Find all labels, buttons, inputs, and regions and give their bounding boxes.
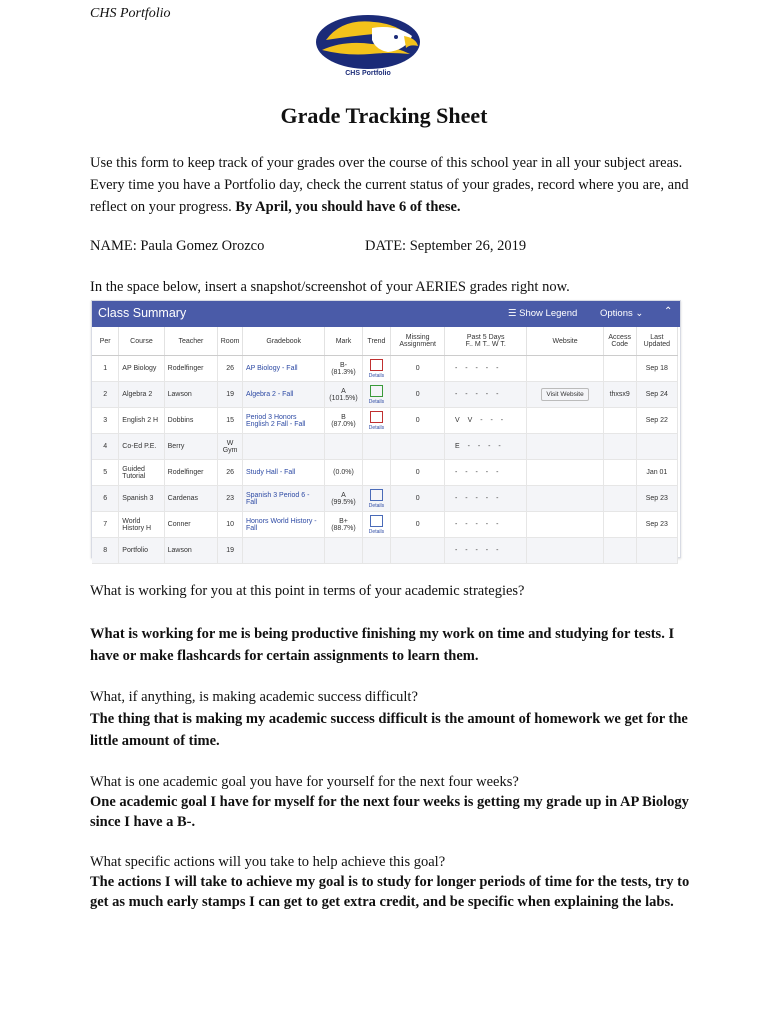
- intro-bold: By April, you should have 6 of these.: [231, 199, 461, 215]
- cell-mark: A (101.5%): [325, 382, 362, 408]
- cell-course: Co-Ed P.E.: [119, 434, 164, 460]
- trend-details-link[interactable]: Details: [368, 424, 385, 431]
- cell-access: [603, 434, 636, 460]
- cell-per: 3: [92, 408, 119, 434]
- cell-missing: 0: [391, 382, 445, 408]
- cell-room: 10: [218, 512, 243, 538]
- answer-2: The thing that is making my academic success difficult is the amount of homework we get for the little amount of time.: [90, 711, 688, 749]
- class-summary-header: [92, 301, 680, 327]
- cell-past: - - - - -: [444, 486, 526, 512]
- cell-website: [527, 460, 603, 486]
- cell-teacher: Rodelfinger: [164, 460, 218, 486]
- cell-course: Guided Tutorial: [119, 460, 164, 486]
- header-title: CHS Portfolio: [90, 6, 171, 21]
- cell-past: - - - - -: [444, 382, 526, 408]
- cell-access: [603, 538, 636, 564]
- column-header: Mark: [325, 327, 362, 356]
- table-row: [92, 460, 678, 486]
- cell-trend: [362, 434, 391, 460]
- trend-details-link[interactable]: Details: [368, 398, 385, 405]
- options-dropdown[interactable]: Options ⌄: [600, 308, 644, 319]
- cell-missing: [391, 538, 445, 564]
- logo-caption: CHS Portfolio: [345, 70, 391, 77]
- page-title: Grade Tracking Sheet: [280, 103, 488, 128]
- cell-updated: [636, 434, 677, 460]
- cell-teacher: Rodelfinger: [164, 356, 218, 382]
- cell-room: 26: [218, 356, 243, 382]
- cell-missing: 0: [391, 486, 445, 512]
- cell-teacher: Berry: [164, 434, 218, 460]
- cell-access: [603, 356, 636, 382]
- table-row: [92, 512, 678, 538]
- cell-website: [527, 356, 603, 382]
- cell-mark: B (87.0%): [325, 408, 362, 434]
- cell-per: 6: [92, 486, 119, 512]
- cell-course: Portfolio: [119, 538, 164, 564]
- table-row: [92, 408, 678, 434]
- cell-past: - - - - -: [444, 460, 526, 486]
- question-4: What specific actions will you take to help achieve this goal?: [90, 854, 446, 870]
- cell-teacher: Lawson: [164, 382, 218, 408]
- table-row: [92, 486, 678, 512]
- cell-course: World History H: [119, 512, 164, 538]
- intro-text: Use this form to keep track of your grades over the course of this school year in all your subject areas. Every time you have a Portfolio day, check the current status of your grades, record where you are, and reflect on your progress.: [90, 155, 689, 215]
- cell-room: 19: [218, 538, 243, 564]
- cell-missing: 0: [391, 408, 445, 434]
- cell-missing: [391, 434, 445, 460]
- cell-gradebook[interactable]: Algebra 2 - Fall: [242, 382, 324, 408]
- cell-access: [603, 486, 636, 512]
- table-header-row: [92, 327, 678, 356]
- cell-teacher: Dobbins: [164, 408, 218, 434]
- cell-updated: Sep 23: [636, 512, 677, 538]
- cell-website: [527, 538, 603, 564]
- column-header: Per: [92, 327, 119, 356]
- cell-room: 19: [218, 382, 243, 408]
- table-row: [92, 382, 678, 408]
- collapse-icon[interactable]: ⌃: [664, 306, 673, 317]
- cell-per: 4: [92, 434, 119, 460]
- cell-mark: B- (81.3%): [325, 356, 362, 382]
- cell-per: 5: [92, 460, 119, 486]
- cell-website: [527, 408, 603, 434]
- column-header: Website: [527, 327, 603, 356]
- trend-chart-icon[interactable]: [370, 489, 383, 501]
- cell-trend: [362, 460, 391, 486]
- trend-details-link[interactable]: Details: [368, 372, 385, 379]
- cell-past: - - - - -: [444, 512, 526, 538]
- cell-website: [527, 486, 603, 512]
- cell-per: 2: [92, 382, 119, 408]
- answer-3: One academic goal I have for myself for the next four weeks is getting my grade up in AP Biology since I have a B-.: [90, 794, 689, 830]
- trend-chart-icon[interactable]: [370, 515, 383, 527]
- cell-missing: 0: [391, 460, 445, 486]
- cell-past: E - - - -: [444, 434, 526, 460]
- cell-gradebook[interactable]: Study Hall - Fall: [242, 460, 324, 486]
- trend-chart-icon[interactable]: [370, 411, 383, 423]
- cell-past: V V - - -: [444, 408, 526, 434]
- cell-teacher: Conner: [164, 512, 218, 538]
- cell-mark: A (99.5%): [325, 486, 362, 512]
- intro-paragraph: [90, 152, 690, 218]
- cell-updated: [636, 538, 677, 564]
- cell-room: 15: [218, 408, 243, 434]
- trend-details-link[interactable]: Details: [368, 502, 385, 509]
- question-1: What is working for you at this point in terms of your academic strategies?: [90, 583, 525, 599]
- cell-room: 26: [218, 460, 243, 486]
- class-summary-panel: [91, 300, 681, 558]
- cell-per: 7: [92, 512, 119, 538]
- cell-website[interactable]: [527, 382, 603, 408]
- cell-per: 8: [92, 538, 119, 564]
- visit-website-button[interactable]: Visit Website: [541, 388, 588, 401]
- column-header: Past 5 Days F.. M T.. W T.: [444, 327, 526, 356]
- show-legend-button[interactable]: ☰ Show Legend: [508, 308, 578, 319]
- cell-access: thxsx9: [603, 382, 636, 408]
- cell-course: Algebra 2: [119, 382, 164, 408]
- column-header: Last Updated: [636, 327, 677, 356]
- student-name: NAME: Paula Gomez Orozco: [90, 238, 265, 254]
- cell-trend[interactable]: [362, 356, 391, 382]
- cell-updated: Sep 22: [636, 408, 677, 434]
- cell-website: [527, 434, 603, 460]
- cell-per: 1: [92, 356, 119, 382]
- cell-teacher: Cardenas: [164, 486, 218, 512]
- trend-details-link[interactable]: Details: [368, 528, 385, 535]
- cell-trend[interactable]: [362, 486, 391, 512]
- column-header: Room: [218, 327, 243, 356]
- column-header: Course: [119, 327, 164, 356]
- cell-updated: Sep 18: [636, 356, 677, 382]
- table-row: [92, 356, 678, 382]
- class-summary-title: Class Summary: [98, 306, 187, 320]
- cell-mark: B+ (88.7%): [325, 512, 362, 538]
- cell-trend[interactable]: [362, 512, 391, 538]
- cell-trend: [362, 538, 391, 564]
- snapshot-instruction: In the space below, insert a snapshot/screenshot of your AERIES grades right now.: [90, 279, 570, 295]
- cell-website: [527, 512, 603, 538]
- cell-teacher: Lawson: [164, 538, 218, 564]
- cell-missing: 0: [391, 512, 445, 538]
- grades-table: [92, 327, 678, 564]
- cell-gradebook[interactable]: AP Biology - Fall: [242, 356, 324, 382]
- answer-4: The actions I will take to achieve my goal is to study for longer periods of time for the tests, try to get as much early stamps I can get to get extra credit, and be specific when explaining the labs.: [90, 874, 690, 910]
- date-field: DATE: September 26, 2019: [365, 238, 527, 254]
- cell-room: 23: [218, 486, 243, 512]
- cell-missing: 0: [391, 356, 445, 382]
- cell-gradebook: [242, 434, 324, 460]
- column-header: Trend: [362, 327, 391, 356]
- cell-updated: Sep 23: [636, 486, 677, 512]
- column-header: Teacher: [164, 327, 218, 356]
- cell-course: Spanish 3: [119, 486, 164, 512]
- question-2: What, if anything, is making academic success difficult?: [90, 689, 418, 705]
- table-row: [92, 434, 678, 460]
- cell-mark: [325, 434, 362, 460]
- cell-mark: (0.0%): [325, 460, 362, 486]
- table-row: [92, 538, 678, 564]
- cell-gradebook[interactable]: Period 3 Honors English 2 Fall - Fall: [242, 408, 324, 434]
- question-3: What is one academic goal you have for yourself for the next four weeks?: [90, 774, 519, 790]
- cell-course: English 2 H: [119, 408, 164, 434]
- cell-gradebook[interactable]: Honors World History - Fall: [242, 512, 324, 538]
- cell-updated: Jan 01: [636, 460, 677, 486]
- cell-course: AP Biology: [119, 356, 164, 382]
- cell-access: [603, 460, 636, 486]
- cell-past: - - - - -: [444, 538, 526, 564]
- cell-access: [603, 408, 636, 434]
- cell-gradebook: [242, 538, 324, 564]
- answer-1: What is working for me is being productive finishing my work on time and studying for tests. I have or make flashcards for certain assignments to learn them.: [90, 626, 675, 664]
- column-header: Missing Assignment: [391, 327, 445, 356]
- cell-access: [603, 512, 636, 538]
- column-header: Gradebook: [242, 327, 324, 356]
- column-header: Access Code: [603, 327, 636, 356]
- cell-trend[interactable]: [362, 408, 391, 434]
- trend-chart-icon[interactable]: [370, 385, 383, 397]
- cell-gradebook[interactable]: Spanish 3 Period 6 - Fall: [242, 486, 324, 512]
- cell-trend[interactable]: [362, 382, 391, 408]
- cell-updated: Sep 24: [636, 382, 677, 408]
- cell-room: W Gym: [218, 434, 243, 460]
- trend-chart-icon[interactable]: [370, 359, 383, 371]
- cell-past: - - - - -: [444, 356, 526, 382]
- cell-mark: [325, 538, 362, 564]
